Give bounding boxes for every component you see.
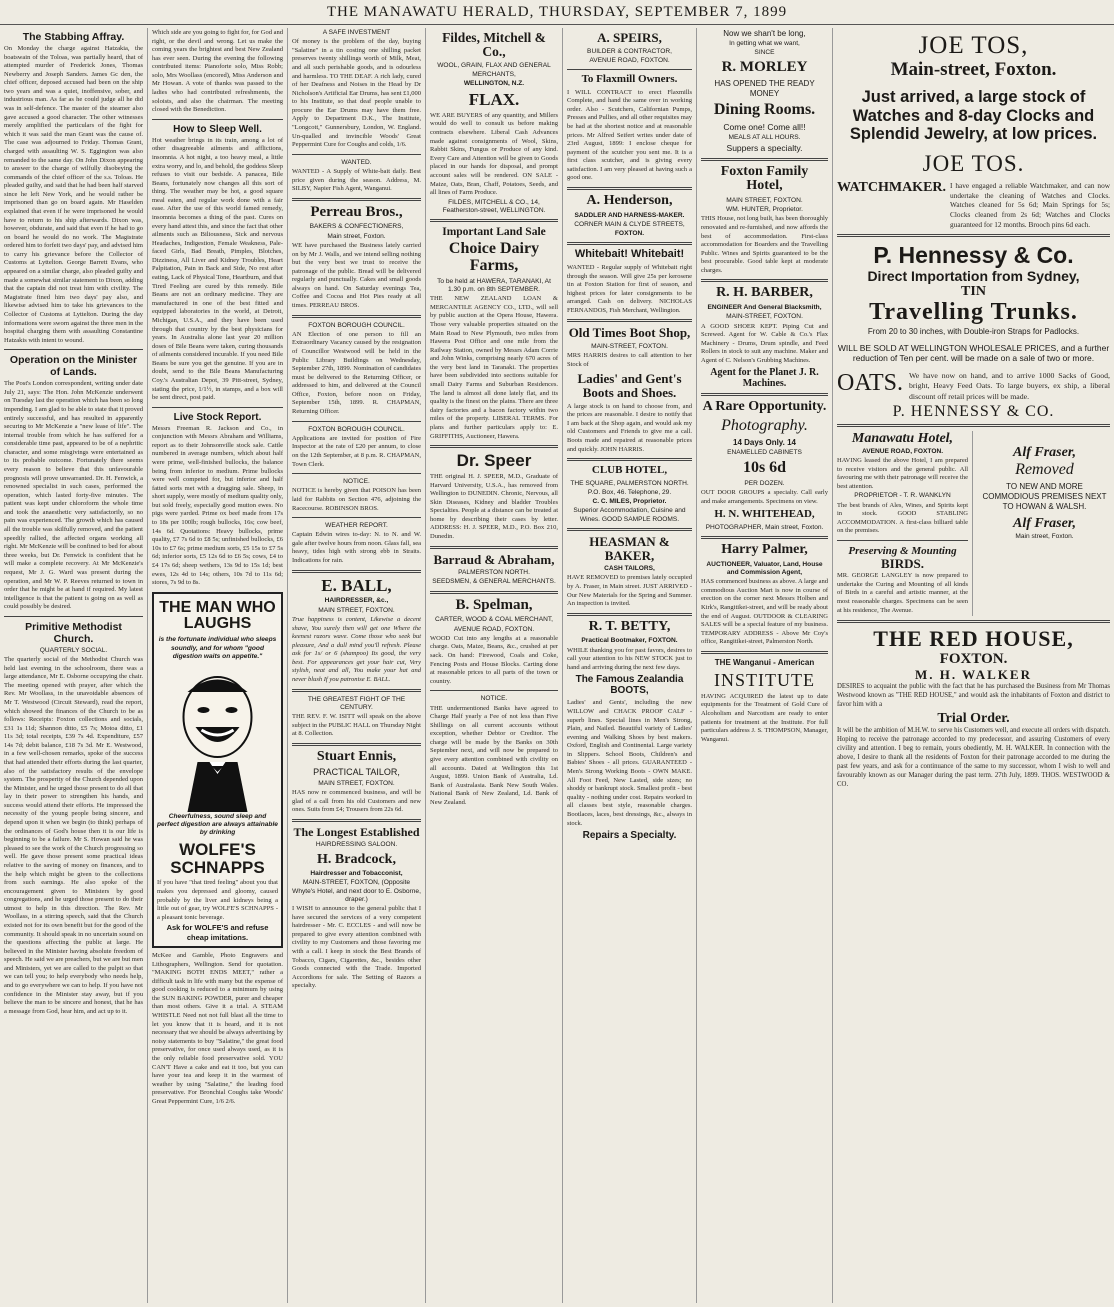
dining-title: Dining Rooms. (713, 101, 816, 119)
council2-head: FOXTON BOROUGH COUNCIL. (308, 425, 405, 433)
manawatu-owner: PROPRIETOR - T. R. WANKLYN (854, 492, 951, 500)
ball-sub: HAIRDRESSER, &c., (324, 597, 389, 605)
sleep-title: How to Sleep Well. (173, 123, 262, 135)
suppers-line: Suppers a specialty. (726, 142, 803, 153)
walker-body: DESIRES to acquaint the public with the fact that he has purchased the Business from Mr Thomas Westwood known as "THE RED HOUSE," and would ask the inhabitants of Foxton and district to favor him with a (837, 683, 1110, 709)
oats-title: OATS. (837, 369, 904, 396)
spelman-addr: AVENUE ROAD, FOXTON. (453, 625, 535, 633)
zealandia-title: The Famous Zealandia BOOTS, (575, 674, 684, 696)
divider (567, 613, 692, 616)
club-sub: THE SQUARE, PALMERSTON NORTH. (570, 479, 689, 487)
divider (292, 570, 421, 573)
ennis-body: HAS now re commenced business, and will be glad of a call from his old Customers and new ones. Suits from £4; Trousers from 22s 6d. (292, 788, 421, 814)
watchmaker-body: I have engaged a reliable Watchmaker, and can now undertake the cleaning of Watches and Clocks. Watches cleaned for 5s 6d; Main Springs for 5s; Clocks cleaned from 2s 6d; Watches and Clocks guaranteed for 12 months. Brooch pins 6d each. (950, 181, 1110, 229)
divider (430, 690, 558, 691)
fraser-ad (979, 431, 1110, 616)
trial-body: It will be the ambition of M.H.W. to serve his Customers well, and execute all orders with dispatch. Hoping to receive the patronage accorded to my predecessor, and assuring Customers of every civility and attention. I beg to remain, yours obediently, M. H. WALKER. In connection with the above, I desire to thank all the residents of Foxton for their patronage accorded to me during the past few years, and ask for a continuance of the same to my successor, whom I wish to well and favourably known as our Manager during the past term. 27th July, 1899. THOS. WESTWOOD & CO. (837, 727, 1110, 789)
club-body: Superior Accommodation, Cuisine and Wines. GOOD SAMPLE ROOMS. (573, 507, 686, 523)
divider (430, 219, 558, 222)
divider (837, 424, 1110, 427)
fildes-title: Fildes, Mitchell & Co., (442, 30, 546, 60)
divider (701, 536, 828, 539)
bradcock-title: H. Bradcock, (317, 851, 396, 867)
perreau-body: WE have purchased the Business lately carried on by Mr J. Walls, and we intend selling nothing but the very best we trust to receive the patronage of the public. Bread will be delivered regularly and punctually. Cakes and small goods always on hand. On Saturday evenings Tea, Coffee and Cocoa and Hot Pies ready at all times. PERREAU BROS. (292, 241, 421, 309)
notice-head: NOTICE. (343, 478, 370, 486)
club-title: CLUB HOTEL, (591, 464, 668, 477)
barber-body: A GOOD SHOER KEPT. Piping Cut and Screwed. Agent for W. Cable & Co.'s Flax Machinery - Drums, Drum spindle, and Feed Rollers in stock to suit any machine. Maker and Agent of C. Nelson's Grubbing Machines. (701, 322, 828, 364)
column-5 (563, 28, 697, 1303)
trunks-title: Travelling Trunks. (869, 299, 1078, 326)
morley-sub: HAS OPENED THE READY MONEY (714, 79, 815, 99)
mounting-title: Preserving & Mounting (848, 544, 957, 557)
betty-sub: Practical Bootmaker, FOXTON. (581, 637, 678, 645)
rare-title: A Rare Opportunity. (702, 399, 827, 415)
heasman-body: HAVE REMOVED to premises lately occupied by A. Fraser, in Main street. JUST ARRIVED - Our New Materials for the Spring and Summer. An inspection is invited. (567, 574, 692, 608)
institute-title: INSTITUTE (714, 669, 815, 690)
divider (292, 743, 421, 746)
wanted-body: WANTED - A Supply of White-bait daily. Best price given during the season. Address, M. SILBY, Napier Fish Agent, Wanganui. (292, 167, 421, 193)
wolfes-title: WOLFE'S SCHNAPPS (170, 839, 265, 877)
divider (701, 158, 828, 161)
cabinets-line: ENAMELLED CABINETS (727, 448, 802, 456)
whitebait-title: Whitebait! Whitebait! (574, 248, 685, 261)
hennessy-title: P. Hennessy & Co. (873, 242, 1074, 269)
ennis-sub: PRACTICAL TAILOR, (313, 767, 400, 778)
longest-title: The Longest Established (293, 824, 420, 839)
methodist-body: The quarterly social of the Methodist Church was held last evening in the schoolroom, there was a large attendance, Mr E. Osborne occupying the chair. The meeting opened with prayer, after which the Rev. Mr Woollass, in the unavoidable absences of Mr T. Westwood (Circuit Steward), read the report, which showed the finances of the Church to be as follows: Receipts: Foxton collections and socials, £31 1s 11d; Shannon ditto, £5 7s; Motoa ditto, £1 11s 3d; total receipts, £39 7s 4d. Expenditure, £57 14s 7d; debit balance, £18 7s 3d. Mr E. Westwood, in a few well-chosen remarks, spoke of the success that had attended their efforts during the last quarter, also of the satisfactory results of the envelope system. The prosperity of the Church depended upon the Minister, and he urged those present to do all that lay in their power to strengthen his hands, and success would attend their efforts. He impressed the necessity of the young people being sincere, and depend upon it when we begin (to think) perhaps of the ordinances of God's house then it is our life is beginning to be a failure. Mr S. Howan said he was pleased to see the work of the Church progressing so well. He gave those present some practical ideas relative to the saving of money on finances, and to the help which might be given to the collections from such earnings. He also spoke of the encouragement given to Ministers by good congregations, and he urged those present to do their utmost to help in this direction. The Rev. Mr Woollass, in a stirring speech, said that the Church existed not for its own benefit but for the good of the community. It should speak in no uncertain sound on the questions affecting the public at large. He believed in the Minister having absolute freedom of speech. He said we are preachers, but we are but men and Ministers, yet we are called to the pulpit so that we can tell you; to help everybody who needs help, and to go everywhere we can to help. If you have not confidence in the Minister stay away, but if you believe the man to be sincere and honest, that he has a message from God, hear him, and act up to it. (4, 656, 143, 1015)
column-7 (833, 28, 1114, 1303)
whitehead-sub: PHOTOGRAPHER, Main street, Foxton. (705, 523, 824, 531)
spelman-title: B. Spelman, (455, 596, 533, 613)
misc-notices: McKee and Gamble, Photo Engravers and Lithographers, Wellington. Send for quotation. "MAKING BOTH ENDS MEET," rather a difficult task in life with many but the expense of good cooking is reduced to a minimum by using the SUN BAKING POWDER, purer and cheaper than most others. Give it a trial. A STEAM WHISTLE Need not not full blast all the time to let you know that it is heard, and it is not necessary that we should be always advertising by noisy statements to buy "Salatine," the great food preservative, for once used always used, as it is the only reliable food preservative sold. YOU CAN'T Have a cake and eat it too, but you can have your tea and keep it in the warmest of weather by using "Salatine," the leading food preservative. For Bronchial Coughs take Woods' Great Peppermint Cure, 1/6 2/6. (152, 952, 283, 1105)
oats-row (837, 370, 1110, 403)
land-title: Important Land Sale (442, 226, 546, 239)
divider (152, 119, 283, 120)
flaxmill-title: To Flaxmill Owners. (581, 73, 678, 86)
come-one: Come one! Come all!! (723, 122, 806, 133)
weather-head: WEATHER REPORT. (325, 522, 388, 530)
divider (701, 393, 828, 396)
per-dozen: PER DOZEN. (744, 479, 785, 487)
bradcock-sub: Hairdresser and Tobacconist, (310, 870, 403, 878)
fraser-title: Alf Fraser, (1012, 445, 1076, 461)
speer-body: THE original H. J. SPEER, M.D., Graduate of Harvard University, U.S.A., has removed from Wellington to DUNEDIN. Chronic, Nervous, all Skin Diseases, Kidney and bladder Troubles Specialties. People at a distance can be treated at home by describing their cases by letter. ADDRESS: H. J. SPEER, M.D., P.O. Box 210, Dunedin. (430, 472, 558, 540)
fraser-title-2: Alf Fraser, (1012, 516, 1076, 532)
divider (567, 528, 692, 531)
barraud-sub: PALMERSTON NORTH. (458, 569, 530, 577)
divider (567, 319, 692, 322)
speirs-sub: BUILDER & CONTRACTOR, (587, 47, 672, 55)
heasman-title: HEASMAN & BAKER, (589, 533, 670, 563)
henderson-town: FOXTON. (614, 230, 645, 238)
trial-title: Trial Order. (937, 711, 1010, 727)
divider (292, 198, 421, 201)
fildes-sub: WOOL, GRAIN, FLAX AND GENERAL MERCHANTS, (437, 62, 551, 78)
fraser-addr: Main street, Foxton. (1015, 532, 1074, 540)
laughs-caption: Cheerfulness, sound sleep and perfect digestion are always attainable by drinking (157, 812, 278, 837)
repairs-line: Repairs a Specialty. (582, 830, 677, 842)
manawatu-hotel-ad (837, 431, 973, 616)
livestock-title: Live Stock Report. (173, 411, 262, 423)
redhouse-sub: FOXTON. (939, 651, 1008, 668)
council2-body: Applications are invited for position of Fire Inspector at the rate of £20 per annum, to close on the 12th September, at 8 p.m. R. CHAPMAN, Town Clerk. (292, 434, 421, 468)
social-continued: Which side are you going to fight for, for God and right, or the devil and wrong. Let us make the coming years the brightest and best New Zealand has ever seen. During the evening the following contributed items: Pianoforte solo, Miss Robb; solo, Mrs Woollass (encored), Miss Anderson and Mr Howan. A vote of thanks was passed to the ladies who had contributed refreshments, the soloists, and also the chairman. The meeting closed with the Benediction. (152, 29, 283, 114)
days-line: 14 Days Only. 14 (733, 437, 796, 447)
column-4 (426, 28, 563, 1303)
wolfes-ask: Ask for WOLFE'S and refuse cheap imitations. (166, 923, 269, 942)
removed-title: Removed (1015, 460, 1074, 478)
oats-body: We have now on hand, and to arrive 1000 Sacks of Good, bright, Heavy Feed Oats. To large buyers, ex ship, a liberal discount off retail prices will be made. (909, 370, 1110, 401)
council1-head: FOXTON BOROUGH COUNCIL. (308, 321, 405, 329)
planet-line: Agent for the Planet J. R. Machines. (710, 367, 819, 389)
divider (430, 445, 558, 448)
barber-addr: MAIN-STREET, FOXTON. (726, 313, 803, 321)
direct-line: Direct Importation from Sydney, (867, 267, 1080, 284)
foxton-family-title: Foxton Family Hotel, (720, 163, 809, 194)
bradcock-body: I WISH to announce to the general public that I have secured the services of a very competent hairdresser - Mr. C. ECCLES - and will now be prepared to give every attention combined with civility to my Customers and those favoring me with a call. I keep in stock the Best Brands of Tobacco, Cigars, Cigarettes, &c., besides other Goods connected with the Trade. Imported Accordions for sale. The Setting of Razors a specialty. (292, 905, 421, 990)
sleep-body: Hot weather brings in its train, among a lot of other disagreeable ailments and afflictions, insomnia. A hot night, a too heavy meal, a little extra worry, and lo, and behold, the goddess Sleep refuses to visit our bedside. A panacea, Bile Beans, fortunately now changes all this sort of thing. The weather may be hot, a good square meal eaten, and regular work done with a fair ease. After the use of this world famed remedy, insomnia becomes a thing of the past. Cures on every hand attest this, and since the fact that other ailments such as Biliousness, Sick and nervous Headaches, Indigestion, Female Weakness, Pale-faced Girls, Bad Breath, Pimples, Blotches, Dizziness, All Liver and Kidney Troubles, Heart Palpitation, Pain in Back and Side, No rest after eating, Lack of Physical Tone, Heartburn, and that Tired Feeling are cured by this remedy. Bile Beans are not an ordinary medicine. They are manufactured in one of the best fitted and equipped laboratories in the world, at Detroit, Michigan, U.S.A., and they have been used through that country by the best physicians for years. In Australia alone last year 20 million doses of Bile Beans were taken, curing thousands of ailments considered incurable. If you need Bile Beans be sure you get the genuine. If you are in doubt, send to the Bile Beans Manufacturing Coy.'s Australian Depot, 39 Pitt-street, Sydney, stating the price, 1/1½, in stamps, and a box will be sent direct, post paid. (152, 136, 283, 402)
henderson-body: CORNER MAIN & CLYDE STREETS, (574, 220, 685, 228)
hotel-fraser-row (837, 431, 1110, 616)
divider (567, 242, 692, 245)
joetos-sub: Main-street, Foxton. (890, 58, 1057, 80)
wanted-head: WANTED. (341, 158, 372, 166)
wanganui-title: THE Wanganui - American (714, 657, 815, 667)
column-6 (697, 28, 833, 1303)
institute-body: HAVING ACQUIRED the latest up to date equipments for the Treatment of Gold Cure of Alcoholism and Narcotism are ready to enter patients for treatment at the Institute. For full particulars address J. S. THOMPSON, Manager, Wanganui. (701, 692, 828, 743)
manawatu-sub: AVENUE ROAD, FOXTON. (861, 447, 944, 455)
hennessy-sign: P. HENNESSY & CO. (892, 402, 1055, 420)
fraser-body: TO NEW AND MORE COMMODIOUS PREMISES NEXT TO HOWAN & WALSH. (982, 482, 1107, 512)
whitehead-title: H. N. WHITEHEAD, (714, 508, 815, 521)
safe-body: Of money is the problem of the day, buying "Salatine" in a tin costing one shilling packet preserves twenty shillings worth of Milk, Meat, and all such perishable goods, and is odourless and harmless. TO THE DEAF. A rich lady, cured of her Deafness and Noises in the Head by Dr Nicholson's Artificial Ear Drums, has sent £1,000 to his Institute, so that deaf people unable to procure the Ear Drums may have them free. Apply to Department D.K., The Institute, "Longcott," Gunnersbury, London, W. England. Un-qualled and invincible Woods' Great Peppermint Cure for Coughs and colds, 1/6. (292, 38, 421, 149)
divider (152, 407, 283, 408)
operation-title: Operation on the Minister of Lands. (9, 354, 138, 379)
speirs-title: A. SPEIRS, (597, 30, 662, 45)
divider (837, 540, 968, 541)
joetos-title-2: JOE TOS. (922, 150, 1025, 176)
methodist-sub: QUARTERLY SOCIAL. (39, 646, 108, 654)
wolfes-schnapps-ad (152, 592, 283, 948)
boot-body: MRS HARRIS desires to call attention to her Stock of (567, 352, 692, 368)
spelman-sub: CARTER, WOOD & COAL MERCHANT, (435, 616, 553, 624)
boot-body-2: A large stock is on hand to choose from, and the prices are reasonable. I desire to notify that I am back at the Shop again, and would ask my old Customers and Friends to give me a call. Boots made and repaired at reasonable prices and quickly. JOHN HARRIS. (567, 402, 692, 453)
spelman-body: WOOD Cut into any lengths at a reasonable charge. Oats, Maize, Beans, &c., crushed at per sack. On hand: Firewood, Coals and Coke, Fencing Posts and House Blocks. Carting done at reasonable prices to all parts of the town or country. (430, 634, 558, 685)
since-label: SINCE (754, 49, 775, 57)
methodist-title: Primitive Methodist Church. (25, 620, 122, 645)
banks-notice-head: NOTICE. (480, 695, 508, 703)
divider (701, 651, 828, 654)
speer-title: Dr. Speer (456, 451, 532, 471)
divider (292, 315, 421, 318)
dairy-title: Choice Dairy Farms, (448, 240, 540, 274)
column-1 (0, 28, 148, 1303)
morley-title: R. MORLEY (721, 59, 808, 76)
betty-title: R. T. BETTY, (588, 618, 671, 634)
boot-title: Old Times Boot Shop, (568, 325, 691, 341)
barraud-note: SEEDSMEN, & GENERAL MERCHANTS. (432, 578, 556, 586)
livestock-body: Messrs Freeman R. Jackson and Co., in conjunction with Messrs Abraham and Williams, report as to their Johnsonville stock sale. Cattle numbered in average numbers, which about half were prime, well-finished bullocks, the balance being from inferior to medium. Prime bullocks were well competed for, but inferior and half fatted sorts met with a dragging sale. Sheep, in short supply, were mostly of medium quality only, but sold freely, especially good mutton ewes. No pigs were yarded. Prime ox beef made from 17s to 18s per 100lb; rough bullocks, 16s; cow beef, 14s 6d. Quotations: Heavy bullocks, prime quality, £7 7s 6d to £8 5s; unfinished bullocks, £6 10s to £7 6s; prime medium sorts, £5 15s to £7 5s 6d; inferior sorts, £5 12s 6d to £6 5s; cows, £4 to £4 17s 6d; sheep wethers, 13s 9d to 15s 1d; best ewes, 12s 4d to 14s; others, 10s 7d to 11s 6d; stores, 7s 9d to 8s. (152, 424, 283, 587)
speirs-addr: AVENUE ROAD, FOXTON. (589, 56, 670, 64)
fildes-sign: FILDES, MITCHELL & CO., 14, Featherston-street, WELLINGTON. (442, 198, 546, 214)
council1-body: AN Election of one person to fill an Extraordinary Vacancy caused by the resignation of Councillor Westwood will be held in the Public Library Buildings on Wednesday, September 27th, 1899. Nomination of candidates must be delivered to the Returning Officer, or addressed to him, and delivered at the Council Office, Foxton, before noon on Friday, September 15th, 1899. R. CHAPMAN, Returning Officer. (292, 330, 421, 415)
manawatu-body-2: The best brands of Ales, Wines, and Spirits kept in stock. GOOD STABLING ACCOMMODATION. A first-class billiard table on the premises. (837, 501, 968, 535)
flax-title: FLAX. (468, 90, 520, 110)
henderson-title: A. Henderson, (586, 193, 673, 209)
divider (567, 458, 692, 461)
palmer-title: Harry Palmer, (721, 542, 808, 558)
meals-line: MEALS AT ALL HOURS. (728, 133, 801, 141)
divider (567, 187, 692, 190)
column-2 (148, 28, 288, 1303)
henderson-sub: SADDLER AND HARNESS-MAKER. (574, 211, 685, 219)
divider (837, 234, 1110, 237)
fight-head: THE GREATEST FIGHT OF THE CENTURY. (307, 695, 406, 711)
divider (292, 517, 421, 518)
fight-body: THE REV. F. W. ISITT will speak on the above subject in the PUBLIC HALL on Thursday Night at 8. Collection. (292, 713, 421, 738)
divider (292, 154, 421, 155)
price-line: 10s 6d (742, 459, 787, 477)
divider (292, 689, 421, 692)
manawatu-body: HAVING leased the above Hotel, I am prepared to receive visitors and the general public. All favouring me with their patronage will receive the best attention. (837, 457, 968, 490)
dining-sub: In getting what we want, (729, 40, 800, 47)
flaxmill-body: I WILL CONTRACT to erect Flaxmills Complete, and hand the same over in working order. Also - Scutchers, Californian Pumps, Presses and Pullies, and all other requisites may be had at the shortest notice and at reasonable prices. Mr Alfred Seifert writes under date of 23rd August, 1899: I enclose cheque for payment of the scutcher you sent me. It is a first class scutcher, and is giving every satisfaction. I am very pleased at having such a good one. (567, 88, 692, 182)
boot-sub: MAIN-STREET, FOXTON. (591, 343, 668, 351)
perreau-addr: Main street, Foxton. (327, 232, 386, 240)
betty-body: WHILE thanking you for past favors, desires to call your attention to his NEW STOCK just to hand and arriving during the next few days. (567, 646, 692, 671)
perreau-sub: BAKERS & CONFECTIONERS, (309, 223, 404, 231)
ball-title: E. BALL, (321, 575, 392, 595)
club-owner: C. C. MILES, Proprietor. (592, 498, 667, 506)
divider (837, 620, 1110, 623)
divider (430, 546, 558, 549)
dining-top: Now we shan't be long, (723, 29, 806, 38)
laughs-sub: is the fortunate individual who sleeps soundly, and for whom "good digestion waits on appetite." (158, 636, 277, 660)
barber-sub: ENGINEER And General Blacksmith, (707, 304, 822, 312)
barber-title: R. H. BARBER, (716, 285, 813, 301)
joetos-title: JOE TOS, (918, 32, 1029, 59)
palmer-body: HAS commenced business as above. A large and commodious Auction Mart is now in course of erection on the corner next Messrs Holben and Kirk's, Rangitikei-street, and will be ready about the end of August. OUTDOOR & CLEARING SALES will be a special feature of my business. TEMPORARY ADDRESS - Above Mr Coy's office, Rangitikei-street, Palmerston North. (701, 578, 828, 646)
zealandia-body: Ladies' and Gents', including the new WILLOW and CHACK PROOF CALF - superb lines. Special lines in Men's Strong, Plain, and Nailed. Beautiful variety of Ladies' evening and Walking Shoes by best makers. Oxford, English and Continental. Large variety in Slippers. School Boots, Children's and Babies' Shoes - all prices. GUARANTEED - Men's Strong Working Boots - OWN MAKE. All Foot Feed, New Lasted, side sizes; no shoddy or bankrupt stock. Smallest profit - best quality - nothing under cost. Repairs worked in all classes best style, reasonable charges. Bootlaces, laces, best dressings, &c., always in stock. (567, 699, 692, 827)
dairy-body: THE NEW ZEALAND LOAN & MERCANTILE AGENCY CO., LTD., will sell by public auction at the Opera House, Hawera. Those very valuable properties situated on the Main Road to New Plymouth, two miles from Hawera Post Office and one mile from the Railway Station, owned by Messrs Adam Corrie and John Winks, comprising nearly 670 acres of the very best land in Taranaki. The properties have been subdivided into sections suitable for small Dairy Farms and Suburban Residences. The land is almost all done lately flat, and its quality is the finest on the plains. There are three dairy factories and a bacon factory within two miles of the property. LIBERAL TERMS. For plans and further particulars apply to: E. GRIFFITHS, Auctioneer, Hawera. (430, 295, 558, 440)
watchmaker-row (837, 180, 1110, 230)
ball-addr: MAIN STREET, FOXTON. (318, 606, 395, 614)
palmer-sub: AUCTIONEER, Valuator, Land, House and Commission Agent, (706, 560, 823, 577)
operation-body: The Post's London correspondent, writing under date July 21, says: The Hon. John McKenzie underwent on Tuesday last the operation which has been so long impending. I am glad to be able to state that it proved entirely successful, and has resulted in apparently securing to Mr McKenzie a "new lease of life". The internal trouble from which he has suffered for a considerable time past, appeared to be of a nephritic character, and some misgivings were entertained as to its probable outcome. Fortunately there seems every reason to believe that this unfavourable prognosis will prove unwarranted. Dr. H. Fenwick, a renowned specialist in such cases, performed the operation, which lasted forty-five minutes. The patient was kept under chloroform the whole time and took the anaesthetic very satisfactorily, so no pain was experienced. The growth which has caused all the trouble was skilfully removed, and the patient speedily rallied, the affected organs working all right. Mr McKenzie will be confined to bed for about three weeks, but Dr. Fenwick is confident that he will make a complete recovery. At Mr McKenzie's request, Mr J. G. Ward was present during the operation, and Mr W. P. Reeves returned to town in order that he might be at hand if required. My latest intelligence is that the patient is going on as well as could possibly be desired. (4, 380, 143, 611)
boot-big: Ladies' and Gent's Boots and Shoes. (577, 371, 682, 401)
ennis-title: Stuart Ennis, (316, 748, 397, 764)
manawatu-title: Manawatu Hotel, (851, 431, 954, 447)
club-box: P.O. Box, 46. Telephone, 29. (587, 488, 672, 496)
arrived-text: Just arrived, a large stock of Watches and 8-day Clocks and Splendid Jewelry, at low prices. (849, 88, 1098, 143)
divider (701, 279, 828, 282)
divider (292, 473, 421, 474)
dairy-sub: To be held at HAWERA, TARANAKI, At 1.30 p.m. on 8th SEPTEMBER. (437, 277, 551, 294)
wolfes-body: If you have "that tired feeling" about you that makes you depressed and gloomy, caused probably by the liver and kidneys being a little out of gear, try WOLFE'S SCHNAPPS - a pleasant tonic beverage. (157, 879, 278, 921)
divider (567, 69, 692, 70)
walker-name: M. H. WALKER (915, 666, 1032, 682)
ennis-addr: MAIN STREET, FOXTON. (318, 779, 395, 787)
safe-head: A SAFE INVESTMENT (322, 29, 391, 36)
stabbing-body: On Monday the charge against Hatzakia, the boatswain of the Toloas, was partially heard, that of attempted murder of Frederick Jones, Thomas Newberry and Joseph Sanders. James Gc den, the chief officer, deposed accused had been on the ship two years and was a quiet, inoffensive, sober, and industrious man. As far as he could judge all he did was in self-defence. The master of the steamer also gave accused a good character. The other witnesses merely amplified the particulars of the fight for which it was said the man Grant was the cause of. The case was adjourned to Friday. Thomas Grant, charged with assaulting W. S. Eggington was also remanded to the same day. On John Dixon appearing to answer to the charge of wilfully disobeying the commands of the chief officer of the s.s. Toloas. He pleaded guilty, and said that he had been half starved since he left New York, and he would rather be imprisoned than go on board again. Mr Haselden explained that even if he were imprisoned he would have to return to his ship afterwards. Dixon was, however, obdurate, and said that even if he had to go on board he would do no work. The Magistrate ordered him to forfeit two days' pay, and advised him to carry his grievance before the Collector of Customs at Lyttelton. George Barrett Evans, who appeared on a similar charge, also pleaded guilty and made a somewhat similar statement to Dixon, adding that the captain did not treat him with civility. The Magistrate fined him two days' pay also, and likewise advised him to take his grievances to the Collector of Customs at Lyttelton. During the day informations were sworn against the three men in the hospital charging them with assaulting Constantine Hatzakis with intent to wound. (4, 45, 143, 344)
divider (4, 616, 143, 617)
birds-title: BIRDS. (881, 555, 924, 571)
stabbing-title: The Stabbing Affray. (22, 31, 125, 43)
laughs-title: THE MAN WHO LAUGHS (159, 598, 276, 633)
heasman-sub: CASH TAILORS, (604, 565, 655, 573)
groups-body: OUT DOOR GROUPS a specialty. Call early and make arrangements. Specimens on view. (701, 489, 828, 505)
longest-sub: HAIRDRESSING SALOON. (315, 841, 398, 849)
ball-body: True happiness is content, Likewise a decent shave, You surely then will get one Where the keenest razors wave. Come those who seek but pleasure, And a dull mind you'll refresh. Please ask for 1s/ or 6 (shampoo) Its good, the very best. For appearances get your hair cut, Very stylish, neat and all, You make your hat and never blush If you patronise E. BALL. (292, 615, 421, 683)
flax-body: WE ARE BUYERS of any quantity, and Millers would do well to consult us before making contracts elsewhere. Liberal Cash Advances made against consignments of Wool, Skins, Rabbit Skins, Fungus or Produce of any kind. Every Care and Attention will be given to Goods placed in our hands for disposal, and prompt account sales will be rendered. ON SALE - Maize, Oats, Bran, Chaff, Potatoes, Seeds, and all lines of Farm Produce. (430, 111, 558, 197)
weather-body: Captain Edwin wires to-day: N. to N. and W. gale after twelve hours from noon. Glass fall, sea heavy, tides high with strong ebb in Straits. Indications for rain. (292, 531, 421, 565)
watchmaker-head: WATCHMAKER. (837, 180, 947, 196)
whitebait-body: WANTED - Regular supply of Whitebait right through the season. Will give 25s per kerosene tin at Foxton Station for first of season, and highest prices for later consignments to be arranged. Cash on delivery. NICHOLAS FERNANDOS, Fish Merchant, Wellington. (567, 263, 692, 314)
column-3 (288, 28, 426, 1303)
masthead: THE MANAWATU HERALD, THURSDAY, SEPTEMBER 7, 1899 (0, 0, 1114, 25)
bradcock-addr: MAIN-STREET, FOXTON, (Opposite Whyte's Hotel, and next door to E. Osborne, draper.) (292, 879, 421, 903)
wholesale-text: WILL BE SOLD AT WELLINGTON WHOLESALE PRICES, and a further reduction of Ten per cent. will be made on a sale of two or more. (837, 342, 1110, 364)
banks-notice-body: THE undermentioned Banks have agreed to Charge Half yearly a Fee of not less than Five Shillings on all current accounts without exception, whether Debtor or Creditor. The charge will be made by the Banks on 30th September next, and will now be prepared to give every attention combined with civility on all accounts. Dated at Wellington this 1st August, 1899. Union Bank of Australia, Ld. Bank of Australasia. Bank New South Wales. National Bank of New Zealand, Ld. Bank of New Zealand. (430, 704, 558, 806)
tin-line: TIN (961, 283, 986, 299)
perreau-title: Perreau Bros., (310, 203, 403, 220)
laughing-man-illustration (157, 662, 278, 812)
divider (292, 421, 421, 422)
divider (4, 349, 143, 350)
fildes-addr: WELLINGTON, N.Z. (463, 79, 525, 87)
foxton-family-sub: MAIN STREET, FOXTON. (726, 196, 803, 204)
divider (430, 591, 558, 594)
divider (292, 819, 421, 822)
barraud-title: Barraud & Abraham, (433, 551, 555, 567)
foxton-family-body: THIS House, not long built, has been thoroughly renovated and re-furnished, and now affords the best of accommodation. First-class accommodation for Boarders and the Travelling Public. Wines and Spirits guaranteed to be the best procurable. Good table kept at moderate charges. (701, 215, 828, 274)
redhouse-title: THE RED HOUSE, (873, 626, 1074, 652)
foxton-family-owner: WM. HUNTER, Proprietor. (726, 206, 803, 214)
trunks-sub: From 20 to 30 inches, with Double-iron Straps for Padlocks. (867, 326, 1080, 336)
birds-body: MR. GEORGE LANGLEY is now prepared to undertake the Curing and Mounting of all kinds of Birds in a careful and artistic manner, at the most reasonable charges. Specimens can be seen at his residence, The Avenue. (837, 572, 968, 614)
photo-title: Photography. (721, 417, 808, 435)
notice-body: NOTICE is hereby given that POISON has been laid for Rabbits on Section 476, adjoining the Racecourse. ROBINSON BROS. (292, 487, 421, 512)
